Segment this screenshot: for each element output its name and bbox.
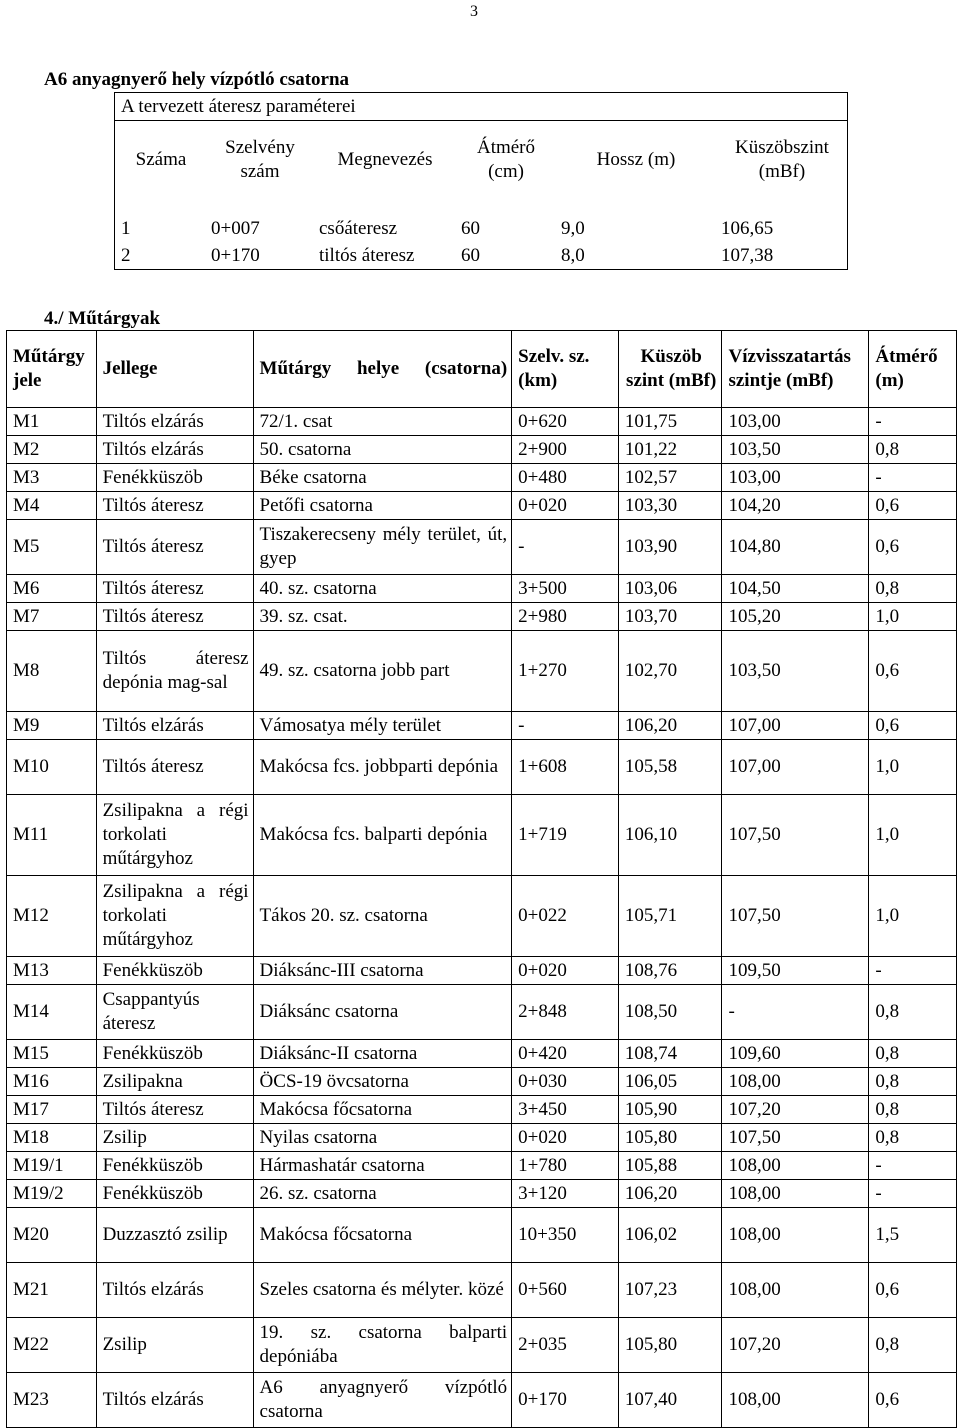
- cell: 0+560: [512, 1263, 619, 1318]
- table-row: [7, 464, 957, 492]
- cell: 49. sz. csatorna jobb part: [253, 631, 512, 712]
- table-row: [7, 603, 957, 631]
- cell: 104,50: [722, 575, 869, 603]
- cell: Fenékküszöb: [96, 1180, 253, 1208]
- cell: -: [869, 957, 957, 985]
- cell: ÖCS-19 övcsatorna: [253, 1068, 512, 1096]
- cell: 104,20: [722, 492, 869, 520]
- cell: 103,50: [722, 631, 869, 712]
- cell: 0+480: [512, 464, 619, 492]
- cell: 108,00: [722, 1068, 869, 1096]
- cell: 72/1. csat: [253, 408, 512, 436]
- cell: -: [869, 464, 957, 492]
- cell: 109,60: [722, 1040, 869, 1068]
- cell: 108,74: [618, 1040, 722, 1068]
- table-row: [7, 1040, 957, 1068]
- table-row: [7, 575, 957, 603]
- cell: 3+120: [512, 1180, 619, 1208]
- table-row: [7, 1152, 957, 1180]
- cell: 108,00: [722, 1373, 869, 1428]
- cell: 105,58: [618, 740, 722, 795]
- cell: 0+020: [512, 1124, 619, 1152]
- header-cell: Műtárgy helye (csatorna): [253, 331, 512, 408]
- cell: 107,50: [722, 795, 869, 876]
- cell: 107,38: [715, 242, 848, 270]
- cell: M20: [7, 1208, 97, 1263]
- cell: 107,23: [618, 1263, 722, 1318]
- cell: 0,8: [869, 1096, 957, 1124]
- cell: Makócsa főcsatorna: [253, 1208, 512, 1263]
- cell: M3: [7, 464, 97, 492]
- cell: Fenékküszöb: [96, 1040, 253, 1068]
- cell: 1,0: [869, 795, 957, 876]
- table-row: [7, 408, 957, 436]
- cell: M7: [7, 603, 97, 631]
- cell: 1,0: [869, 603, 957, 631]
- cell: 0+020: [512, 957, 619, 985]
- table-row: [7, 520, 957, 575]
- cell: 0+007: [211, 217, 260, 239]
- cell: M14: [7, 985, 97, 1040]
- cell: M18: [7, 1124, 97, 1152]
- cell: 0,6: [869, 492, 957, 520]
- cell: M8: [7, 631, 97, 712]
- cell: Zsilipakna a régi torkolati műtárgyhoz: [96, 795, 253, 876]
- table-caption: A tervezett áteresz paraméterei: [115, 93, 848, 121]
- cell: 3+500: [512, 575, 619, 603]
- cell: 1,0: [869, 876, 957, 957]
- cell: 1: [115, 215, 206, 242]
- cell: 104,80: [722, 520, 869, 575]
- cell: 105,80: [618, 1318, 722, 1373]
- cell: M19/1: [7, 1152, 97, 1180]
- header-cell: Küszöbszint (mBf): [715, 121, 848, 200]
- cell: M9: [7, 712, 97, 740]
- cell: 9,0: [561, 217, 585, 239]
- cell: M23: [7, 1373, 97, 1428]
- table-row: [7, 957, 957, 985]
- cell: 3+450: [512, 1096, 619, 1124]
- cell: 107,00: [722, 712, 869, 740]
- cell: 102,70: [618, 631, 722, 712]
- cell: 107,50: [722, 876, 869, 957]
- cell: Tiltós elzárás: [96, 408, 253, 436]
- header-cell: Megnevezés: [313, 121, 455, 200]
- cell: Béke csatorna: [253, 464, 512, 492]
- cell: 107,20: [722, 1318, 869, 1373]
- cell: 10+350: [512, 1208, 619, 1263]
- cell: M13: [7, 957, 97, 985]
- cell: M6: [7, 575, 97, 603]
- cell: 102,57: [618, 464, 722, 492]
- cell: Tiltós elzárás: [96, 1263, 253, 1318]
- table-header-row: [115, 121, 848, 200]
- cell: 2+980: [512, 603, 619, 631]
- cell: M1: [7, 408, 97, 436]
- cell: 0,8: [869, 575, 957, 603]
- cell: 0+170: [512, 1373, 619, 1428]
- cell: 50. csatorna: [253, 436, 512, 464]
- cell: Szeles csatorna és mélyter. közé: [253, 1263, 512, 1318]
- cell: 1,0: [869, 740, 957, 795]
- header-cell: Küszöb szint (mBf): [618, 331, 722, 408]
- cell: 19. sz. csatorna balparti depóniába: [253, 1318, 512, 1373]
- cell: 0+620: [512, 408, 619, 436]
- cell: 105,71: [618, 876, 722, 957]
- table-row: [7, 1318, 957, 1373]
- cell: Makócsa fcs. jobbparti depónia: [253, 740, 512, 795]
- cell: 106,02: [618, 1208, 722, 1263]
- cell: -: [869, 408, 957, 436]
- cell: Fenékküszöb: [96, 957, 253, 985]
- cell: 0,6: [869, 1373, 957, 1428]
- table-row: [7, 1373, 957, 1428]
- cell: 1+780: [512, 1152, 619, 1180]
- cell: Tiltós elzárás: [96, 436, 253, 464]
- cell: 107,20: [722, 1096, 869, 1124]
- cell: 106,20: [618, 712, 722, 740]
- cell: M15: [7, 1040, 97, 1068]
- table-row: [7, 492, 957, 520]
- cell: 106,20: [618, 1180, 722, 1208]
- cell: Tiltós áteresz depónia mag-sal: [96, 631, 253, 712]
- cell: Duzzasztó zsilip: [96, 1208, 253, 1263]
- cell: 1,5: [869, 1208, 957, 1263]
- page-number: 3: [470, 3, 478, 20]
- cell: M17: [7, 1096, 97, 1124]
- cell: 2+035: [512, 1318, 619, 1373]
- page-heading: A6 anyagnyerő hely vízpótló csatorna: [44, 69, 350, 90]
- table-header-row: [7, 331, 957, 408]
- cell: Nyilas csatorna: [253, 1124, 512, 1152]
- cell: Tiltós elzárás: [96, 712, 253, 740]
- table-row: [7, 1124, 957, 1152]
- cell: 103,00: [722, 408, 869, 436]
- cell: -: [512, 520, 619, 575]
- cell: 105,80: [618, 1124, 722, 1152]
- table-row: [7, 985, 957, 1040]
- cell: 1+270: [512, 631, 619, 712]
- table-row: [7, 631, 957, 712]
- table-row: [7, 876, 957, 957]
- header-cell: Hossz (m): [555, 121, 715, 200]
- cell: 60: [461, 217, 480, 239]
- cell: 0,8: [869, 985, 957, 1040]
- cell: 0+030: [512, 1068, 619, 1096]
- cell: Hármashatár csatorna: [253, 1152, 512, 1180]
- cell: 106,10: [618, 795, 722, 876]
- cell: 2+848: [512, 985, 619, 1040]
- cell: Vámosatya mély terület: [253, 712, 512, 740]
- cell: 106,05: [618, 1068, 722, 1096]
- table-row: [7, 795, 957, 876]
- cell: M4: [7, 492, 97, 520]
- header-cell: Átmérő (cm): [455, 121, 555, 200]
- cell: 103,70: [618, 603, 722, 631]
- cell: Makócsa főcsatorna: [253, 1096, 512, 1124]
- cell: 108,00: [722, 1180, 869, 1208]
- cell: Fenékküszöb: [96, 1152, 253, 1180]
- cell: Diáksánc csatorna: [253, 985, 512, 1040]
- cell: 101,22: [618, 436, 722, 464]
- cell: 0+420: [512, 1040, 619, 1068]
- cell: csőáteresz: [319, 217, 398, 239]
- cell: 39. sz. csat.: [253, 603, 512, 631]
- header-cell: Műtárgy jele: [7, 331, 97, 408]
- cell: 108,00: [722, 1152, 869, 1180]
- cell: 0,8: [869, 1318, 957, 1373]
- header-cell: Száma: [115, 121, 206, 200]
- cell: 108,00: [722, 1208, 869, 1263]
- cell: 0+020: [512, 492, 619, 520]
- cell: M2: [7, 436, 97, 464]
- cell: 105,88: [618, 1152, 722, 1180]
- cell: 108,50: [618, 985, 722, 1040]
- cell: Tiltós áteresz: [96, 1096, 253, 1124]
- cell: M19/2: [7, 1180, 97, 1208]
- cell: Tákos 20. sz. csatorna: [253, 876, 512, 957]
- cell: 103,90: [618, 520, 722, 575]
- cell: 103,30: [618, 492, 722, 520]
- table-row: [7, 436, 957, 464]
- cell: -: [869, 1180, 957, 1208]
- table-row: [7, 1208, 957, 1263]
- cell: 60: [455, 242, 555, 270]
- table-row: [7, 712, 957, 740]
- cell: Zsilipakna a régi torkolati műtárgyhoz: [96, 876, 253, 957]
- cell: Tiltós áteresz: [96, 575, 253, 603]
- cell: 107,40: [618, 1373, 722, 1428]
- cell: Zsilipakna: [96, 1068, 253, 1096]
- cell: 0,8: [869, 1124, 957, 1152]
- cell: 8,0: [555, 242, 715, 270]
- cell: 0+170: [205, 242, 313, 270]
- cell: 0,6: [869, 631, 957, 712]
- culvert-parameters-table: [114, 92, 848, 270]
- cell: M5: [7, 520, 97, 575]
- structures-table: [6, 330, 957, 1428]
- cell: 107,50: [722, 1124, 869, 1152]
- cell: Fenékküszöb: [96, 464, 253, 492]
- cell: -: [722, 985, 869, 1040]
- cell: Makócsa fcs. balparti depónia: [253, 795, 512, 876]
- cell: 2: [115, 242, 206, 270]
- cell: -: [512, 712, 619, 740]
- cell: tiltós áteresz: [313, 242, 455, 270]
- cell: M11: [7, 795, 97, 876]
- cell: Tiltós áteresz: [96, 520, 253, 575]
- cell: 105,90: [618, 1096, 722, 1124]
- header-cell: Jellege: [96, 331, 253, 408]
- cell: -: [869, 1152, 957, 1180]
- cell: Tiszakerecseny mély terület, út, gyep: [253, 520, 512, 575]
- cell: 103,00: [722, 464, 869, 492]
- cell: 106,65: [715, 215, 848, 242]
- header-cell: Szelv. sz. (km): [512, 331, 619, 408]
- cell: 108,76: [618, 957, 722, 985]
- cell: A6 anyagnyerő vízpótló csatorna: [253, 1373, 512, 1428]
- cell: 1+608: [512, 740, 619, 795]
- cell: Tiltós elzárás: [96, 1373, 253, 1428]
- cell: 0+022: [512, 876, 619, 957]
- cell: M12: [7, 876, 97, 957]
- cell: 40. sz. csatorna: [253, 575, 512, 603]
- section-title: 4./ Műtárgyak: [44, 308, 161, 329]
- header-cell: Szelvény szám: [205, 121, 313, 200]
- cell: 1+719: [512, 795, 619, 876]
- cell: Tiltós áteresz: [96, 740, 253, 795]
- cell: Zsilip: [96, 1124, 253, 1152]
- cell: 0,6: [869, 520, 957, 575]
- cell: Tiltós áteresz: [96, 603, 253, 631]
- cell: Tiltós áteresz: [96, 492, 253, 520]
- cell: 0,8: [869, 1068, 957, 1096]
- cell: M22: [7, 1318, 97, 1373]
- cell: Petőfi csatorna: [253, 492, 512, 520]
- cell: 109,50: [722, 957, 869, 985]
- cell: Diáksánc-III csatorna: [253, 957, 512, 985]
- cell: 2+900: [512, 436, 619, 464]
- table-row: [7, 1180, 957, 1208]
- cell: 0,6: [869, 1263, 957, 1318]
- header-cell: Átmérő (m): [869, 331, 957, 408]
- table-row: [115, 242, 848, 270]
- cell: 107,00: [722, 740, 869, 795]
- cell: 108,00: [722, 1263, 869, 1318]
- cell: Csappantyús áteresz: [96, 985, 253, 1040]
- cell: 26. sz. csatorna: [253, 1180, 512, 1208]
- cell: Diáksánc-II csatorna: [253, 1040, 512, 1068]
- cell: M16: [7, 1068, 97, 1096]
- table-row: [115, 215, 848, 242]
- cell: Zsilip: [96, 1318, 253, 1373]
- cell: 103,50: [722, 436, 869, 464]
- cell: 101,75: [618, 408, 722, 436]
- table-row: [7, 1096, 957, 1124]
- cell: 105,20: [722, 603, 869, 631]
- table-row: [7, 1263, 957, 1318]
- cell: 0,6: [869, 712, 957, 740]
- cell: 0,8: [869, 1040, 957, 1068]
- cell: M21: [7, 1263, 97, 1318]
- table-row: [7, 1068, 957, 1096]
- header-cell: Vízvisszatartás szintje (mBf): [722, 331, 869, 408]
- cell: 103,06: [618, 575, 722, 603]
- cell: M10: [7, 740, 97, 795]
- cell: 0,8: [869, 436, 957, 464]
- table-row: [7, 740, 957, 795]
